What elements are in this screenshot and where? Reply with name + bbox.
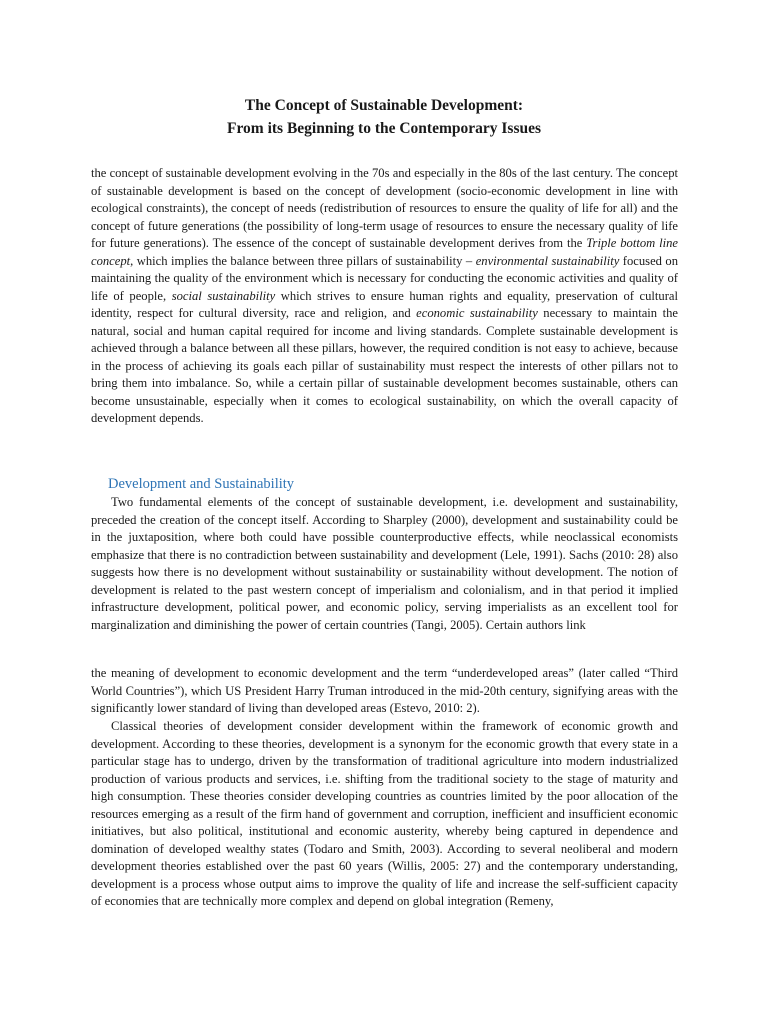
para4-text: Classical theories of development consider development within the framework of economic growth and development. According to these theories, development is a synonym for the economic growth that every state in a particular stage has to undergo, driven by the transformation of traditional agriculture into modern industrialized production of various products and services, i.e. shifting from the traditional society to the stage of maturity and high consumption. These theories consider developing countries as countries limited by the poor allocation of the resources emerging as a result of the firm hand of government and corruption, inefficient and insufficient economic initiatives, but also political, institutional and economic austerity, whereby being captured in dependence and domination of developed wealthy states (Todaro and Smith, 2003). According to several neoliberal and modern development theories established over the past 60 years (Willis, 2005: 27) and the contemporary understanding, development is a process whose output aims to improve the quality of life and increase the self-sufficient capacity of economies that are technically more complex and depend on global integration (Remeny, xyxy=(91,719,678,908)
intro-paragraph xyxy=(91,165,678,428)
title-line-1: The Concept of Sustainable Development: xyxy=(244,97,524,114)
para1-emphasis-1: Triple bottom line concept xyxy=(91,236,678,268)
para1-text-1: the concept of sustainable development evolving in the 70s and especially in the 80s of the last century. The concept of sustainable development is based on the concept of development (socio-economic development in line with ecological constraints), the concept of needs (redistribution of resources to ensure the quality of life for all) and the concept of future generations (the possibility of long-term usage of resources to ensure the necessary quality of life for future generations). The essence of the concept of sustainable development derives from the xyxy=(91,166,678,250)
para3-text: the meaning of development to economic development and the term “underdeveloped areas” (later called “Third World Countries”), which US President Harry Truman introduced in the mid-20th century, signifying areas with the significantly lower standard of living than developed areas (Estevo, 2010: 2). xyxy=(91,666,678,715)
para1-text-4: which strives to ensure human rights and equality, preservation of cultural identity, respect for cultural diversity, race and religion, and xyxy=(91,288,678,320)
para2-text: Two fundamental elements of the concept of sustainable development, i.e. development and sustainability, preceded the creation of the concept itself. According to Sharpley (2000), development and sustainability could be in the juxtaposition, where both could have possible counterproductive effects, while neoclassical economists emphasize that there is no contradiction between sustainability and development (Lele, 1991). Sachs (2010: 28) also suggests how there is no development without sustainability or sustainability without development. The notion of development is related to the past western concept of imperialism and colonialism, and in that period it implied infrastructure development, political power, and economic policy, serving imperialists as an excellent tool for marginalization and diminishing the power of certain countries (Tangi, 2005). Certain authors link xyxy=(91,495,678,632)
para1-emphasis-2: environmental sustainability xyxy=(475,253,620,268)
document-title xyxy=(0,94,768,140)
para1-text-5: necessary to maintain the natural, social and human capital required for income and living standards. Complete sustainable development is achieved through a balance between all these pillars, however, the required condition is not easy to achieve, because in the process of achieving its goals each pillar of sustainability must respect the interests of other pillars not to bring them into imbalance. So, while a certain pillar of sustainable development becomes sustainable, others can become unsustainable, especially when it comes to ecological sustainability, on which the overall capacity of development depends. xyxy=(91,306,678,425)
para1-emphasis-4: economic sustainability xyxy=(416,306,538,320)
section-paragraph-3 xyxy=(91,718,678,911)
section-paragraph-1 xyxy=(91,494,678,634)
section-paragraph-2 xyxy=(91,665,678,718)
para1-text-2: , which implies the balance between three pillars of sustainability – xyxy=(130,253,476,268)
para1-emphasis-3: social sustainability xyxy=(171,288,276,303)
section-heading: Development and Sustainability xyxy=(108,476,295,492)
title-line-2: From its Beginning to the Contemporary Issues xyxy=(226,120,542,137)
para1-text-3: focused on maintaining the quality of the environment which is necessary for conducting the economic activities and quality of life of people, xyxy=(91,253,679,303)
